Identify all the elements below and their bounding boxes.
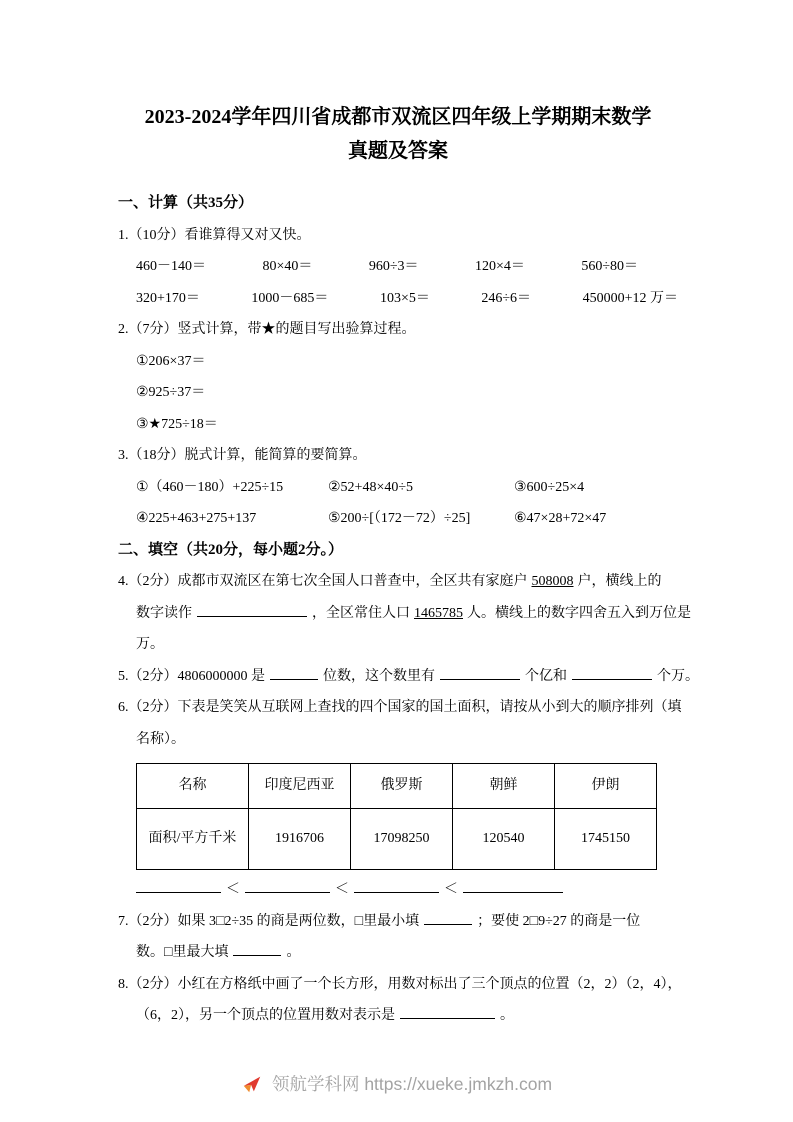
expression: ②52+48×40÷5 <box>328 479 414 495</box>
answer-blank <box>354 877 439 893</box>
page-title-line1: 2023-2024学年四川省成都市双流区四年级上学期期末数学 <box>144 106 652 128</box>
expression: ⑥47×28+72×47 <box>514 511 607 526</box>
expression: 120×4＝ <box>474 259 525 274</box>
expression: 80×40＝ <box>262 259 313 274</box>
table-cell: 17098250 <box>351 809 453 870</box>
q4-line2 <box>118 598 691 630</box>
section-1-heading: 一、计算（共35分） <box>118 195 254 211</box>
answer-blank <box>270 664 318 680</box>
q4-line1 <box>118 566 678 598</box>
q4-text: ，全区常住人口 <box>312 605 410 621</box>
table-header-cell: 伊朗 <box>555 764 657 809</box>
q2-item-3: ③★725÷18＝ <box>136 416 218 432</box>
table-header-cell: 朝鲜 <box>453 764 555 809</box>
expression: ④225+463+275+137 <box>136 511 257 526</box>
q3-expressions-row1 <box>118 472 678 504</box>
page-title-line2: 真题及答案 <box>348 140 448 162</box>
table-header-cell: 名称 <box>137 764 249 809</box>
answer-blank <box>197 601 307 617</box>
q4-text: 人。横线上的数字四舍五入到万位是 <box>467 605 691 621</box>
q7-line2 <box>118 937 678 969</box>
q2-item-2: ②925÷37＝ <box>136 385 206 400</box>
expression: ⑤200÷[（172－72）÷25] <box>328 511 471 526</box>
expression: 103×5＝ <box>379 290 430 306</box>
q7-text: 7.（2分）如果 3□2÷35 的商是两位数，□里最小填 <box>118 913 420 929</box>
underlined-number: 1465785 <box>414 605 463 621</box>
q4-text: 户，横线上的 <box>577 574 662 589</box>
document-content <box>118 100 699 1032</box>
q5-text: 个万。 <box>657 668 699 684</box>
table-cell: 1745150 <box>555 809 657 870</box>
less-than-symbol: ＜ <box>226 882 240 897</box>
q8-line2 <box>118 1000 678 1032</box>
site-watermark-text[interactable]: 领航学科网 https://xueke.jmkzh.com <box>271 1074 553 1094</box>
q8-text: 。 <box>500 1008 514 1023</box>
q5-text: 位数，这个数里有 <box>323 668 435 684</box>
answer-blank <box>463 877 563 893</box>
q7-text: ；要使 2□9÷27 的商是一位 <box>477 913 641 929</box>
q5-line <box>118 661 699 693</box>
answer-blank <box>400 1003 495 1019</box>
less-than-symbol: ＜ <box>444 882 458 897</box>
expression: 450000+12 万＝ <box>582 290 678 306</box>
expression: 460－140＝ <box>136 259 206 274</box>
expression: 960÷3＝ <box>368 259 419 274</box>
expression: 1000－685＝ <box>251 290 329 306</box>
table-row-label: 面积/平方千米 <box>137 809 249 870</box>
answer-blank <box>245 877 330 893</box>
q1-stem: 1.（10分）看谁算得又对又快。 <box>118 227 311 243</box>
q2-item-1: ①206×37＝ <box>136 353 206 369</box>
answer-blank <box>572 664 652 680</box>
q7-line1 <box>118 906 678 938</box>
q6-line2: 名称）。 <box>136 731 185 747</box>
table-header-cell: 印度尼西亚 <box>249 764 351 809</box>
answer-blank <box>136 877 221 893</box>
expression: 560÷80＝ <box>581 259 638 274</box>
q3-expressions-row2 <box>118 503 678 535</box>
expression: 320+170＝ <box>136 290 200 306</box>
q4-text: 4.（2分）成都市双流区在第七次全国人口普查中，全区共有家庭户 <box>118 574 528 589</box>
q5-text: 个亿和 <box>525 668 567 684</box>
expression: ①（460－180）+225÷15 <box>136 479 284 495</box>
answer-blank <box>424 909 472 925</box>
q7-text: 数。□里最大填 <box>136 945 229 960</box>
answer-blank <box>440 664 520 680</box>
underlined-number: 508008 <box>531 574 574 589</box>
q2-stem: 2.（7分）竖式计算，带★的题目写出验算过程。 <box>118 322 416 337</box>
table-cell: 1916706 <box>249 809 351 870</box>
table-header-cell: 俄罗斯 <box>351 764 453 809</box>
q6-line1: 6.（2分）下表是笑笑从互联网上查找的四个国家的国土面积，请按从小到大的顺序排列（填 <box>118 700 682 715</box>
table-cell: 120540 <box>453 809 555 870</box>
expression: 246÷6＝ <box>481 290 532 306</box>
q1-expressions-row1 <box>118 251 678 283</box>
q4-text: 数字读作 <box>136 605 192 621</box>
expression: ③600÷25×4 <box>514 479 585 495</box>
q7-text: 。 <box>286 945 301 960</box>
q8-text: （6，2），另一个顶点的位置用数对表示是 <box>136 1008 395 1023</box>
table-header-row <box>137 764 657 809</box>
q6-order-blanks <box>118 874 678 906</box>
less-than-symbol: ＜ <box>335 882 349 897</box>
q5-text: 5.（2分）4806000000 是 <box>118 668 265 684</box>
answer-blank <box>233 940 281 956</box>
q1-expressions-row2 <box>118 283 678 315</box>
site-logo-icon <box>241 1073 263 1095</box>
table-data-row <box>137 809 657 870</box>
q3-stem: 3.（18分）脱式计算，能简算的要简算。 <box>118 448 367 463</box>
country-area-table <box>136 763 657 870</box>
q8-line1: 8.（2分）小红在方格纸中画了一个长方形，用数对标出了三个顶点的位置（2，2）（2，4）， <box>118 976 682 992</box>
section-2-heading: 二、填空（共20分，每小题2分。） <box>118 541 344 558</box>
site-watermark-footer <box>0 1071 793 1096</box>
q4-line3: 万。 <box>136 637 164 652</box>
